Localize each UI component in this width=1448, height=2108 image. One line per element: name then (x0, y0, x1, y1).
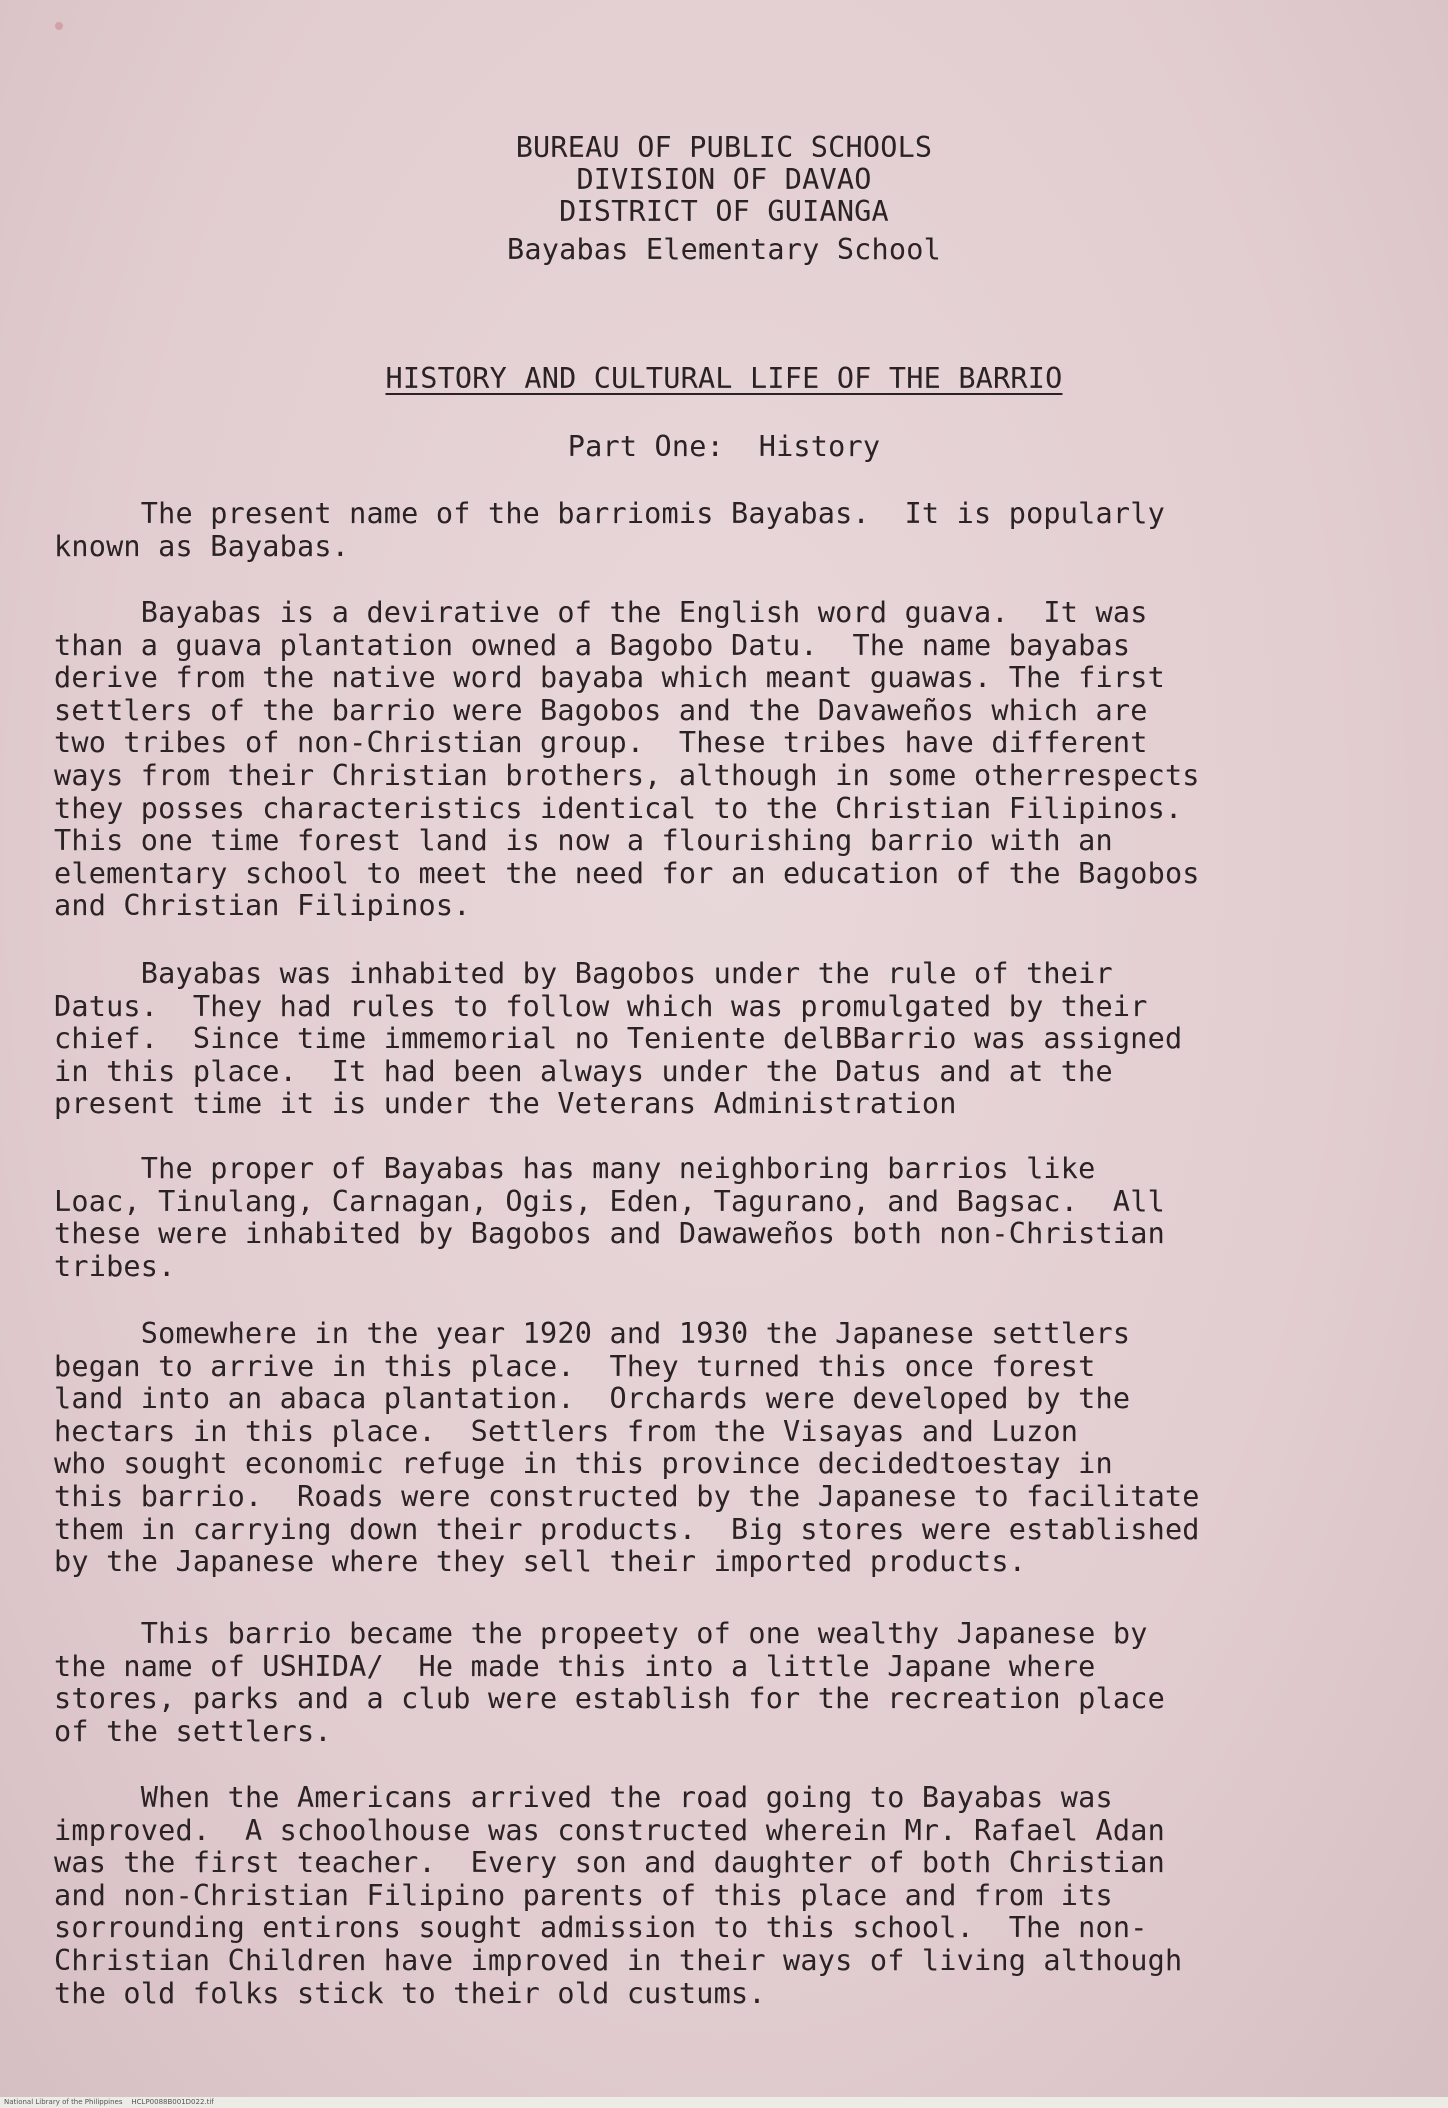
paragraph-7-line: the old folks stick to their old custums. (54, 1976, 766, 2010)
paragraph-5-line: began to arrive in this place. They turned this once forest (54, 1349, 1096, 1383)
paragraph-7-line: When the Americans arrived the road going to Bayabas was (54, 1781, 1113, 1814)
paragraph-4-line: The proper of Bayabas has many neighboring barrios like (54, 1152, 1096, 1185)
paragraph-2-line: elementary school to meet the need for an education of the Bagobos (54, 856, 1200, 890)
paragraph-2-line: Bayabas is a devirative of the English word guava. It was (54, 596, 1148, 629)
paragraph-6-line: of the settlers. (54, 1714, 332, 1748)
paragraph-5-line: who sought economic refuge in this province decidedtoestay in (54, 1447, 1113, 1481)
part-heading: Part One: History (567, 430, 881, 463)
paragraph-5-line: them in carrying down their products. Big stores were established (54, 1512, 1200, 1546)
header-division: DIVISION OF DAVAO (576, 163, 872, 196)
header-bureau: BUREAU OF PUBLIC SCHOOLS (515, 131, 933, 164)
paragraph-2-line: and Christian Filipinos. (54, 889, 471, 923)
paragraph-1-line: The present name of the barriomis Bayabas. It is popularly (54, 497, 1165, 530)
ink-spot (55, 22, 63, 30)
paragraph-6-line: the name of USHIDA/ He made this into a little Japane where (54, 1649, 1096, 1683)
paragraph-5-line: Somewhere in the year 1920 and 1930 the Japanese settlers (54, 1317, 1131, 1350)
paragraph-2-line: settlers of the barrio were Bagobos and the Davaweños which are (54, 693, 1148, 727)
paragraph-5-line: this barrio. Roads were constructed by the Japanese to facilitate (54, 1480, 1200, 1513)
paragraph-4-line: Loac, Tinulang, Carnagan, Ogis, Eden, Tagurano, and Bagsac. All (54, 1184, 1165, 1218)
paragraph-6-line: This barrio became the propeety of one wealthy Japanese by (54, 1617, 1148, 1650)
paragraph-2-line: derive from the native word bayaba which meant guawas. The first (54, 661, 1165, 695)
paragraph-6-line: stores, parks and a club were establish for the recreation place (54, 1682, 1165, 1716)
document-title: HISTORY AND CULTURAL LIFE OF THE BARRIO (385, 362, 1063, 395)
paragraph-2-line: they posses characteristics identical to the Christian Filipinos. (54, 791, 1183, 825)
paragraph-3-line: present time it is under the Veterans Administration (54, 1087, 957, 1121)
archive-footer: National Library of the Philippines HCLP0088B001D022.tif (0, 2097, 1448, 2108)
paragraph-2-line: than a guava plantation owned a Bagobo Datu. The name bayabas (54, 628, 1131, 662)
header-school: Bayabas Elementary School (507, 233, 941, 266)
paragraph-7-line: Christian Children have improved in their ways of living although (54, 1944, 1183, 1977)
paragraph-7-line: sorrounding entirons sought admission to this school. The non- (54, 1911, 1148, 1945)
paragraph-3-line: chief. Since time immemorial no Teniente delBBarrio was assigned (54, 1022, 1183, 1056)
paragraph-2-line: This one time forest land is now a flourishing barrio with an (54, 824, 1113, 858)
header-district: DISTRICT OF GUIANGA (559, 195, 889, 228)
paragraph-3-line: Bayabas was inhabited by Bagobos under the rule of their (54, 957, 1113, 990)
paragraph-3-line: in this place. It had been always under the Datus and at the (54, 1054, 1113, 1088)
paragraph-5-line: hectars in this place. Settlers from the Visayas and Luzon (54, 1414, 1079, 1448)
paragraph-7-line: and non-Christian Filipino parents of this place and from its (54, 1878, 1113, 1912)
paragraph-1-line: known as Bayabas. (54, 529, 350, 563)
paragraph-4-line: these were inhabited by Bagobos and Dawaweños both non-Christian (54, 1217, 1165, 1251)
paragraph-7-line: was the first teacher. Every son and daughter of both Christian (54, 1846, 1165, 1880)
paragraph-2-line: two tribes of non-Christian group. These tribes have different (54, 726, 1148, 760)
paragraph-3-line: Datus. They had rules to follow which was promulgated by their (54, 989, 1148, 1023)
paragraph-4-line: tribes. (54, 1249, 176, 1283)
paragraph-2-line: ways from their Christian brothers, although in some otherrespects (54, 759, 1200, 792)
paragraph-5-line: by the Japanese where they sell their imported products. (54, 1545, 1027, 1579)
paragraph-5-line: land into an abaca plantation. Orchards were developed by the (54, 1382, 1131, 1416)
paragraph-7-line: improved. A schoolhouse was constructed wherein Mr. Rafael Adan (54, 1813, 1165, 1847)
